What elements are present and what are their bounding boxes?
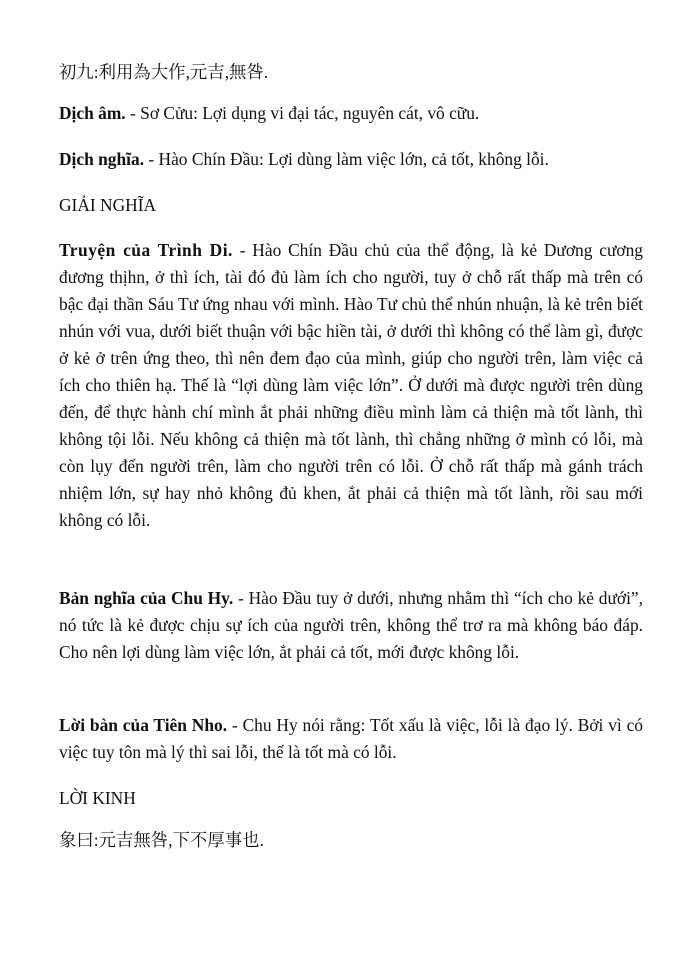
dich-nghia-label: Dịch nghĩa. <box>59 149 145 169</box>
dich-nghia-text: - Hào Chín Đầu: Lợi dùng làm việc lớn, cả tốt, không lỗi. <box>144 149 549 169</box>
giai-nghia-heading: GIẢI NGHĨA <box>59 195 157 215</box>
tien-nho-text: - Chu Hy nói rằng: Tốt xấu là việc, lỗi là đạo lý. Bởi vì có việc tuy tôn mà lý thì sai lỗi, thế là tốt mà có lỗi. <box>59 715 644 762</box>
trinh-di-label: Truyện của Trình Di. <box>59 240 233 260</box>
tien-nho-label: Lời bàn của Tiên Nho. <box>59 715 228 735</box>
chu-hy-paragraph <box>59 585 643 666</box>
tuong-chinese: 象曰:元吉無咎,下不厚事也. <box>59 830 264 850</box>
trinh-di-text: - Hào Chín Đầu chủ của thể động, là kẻ Dương cương đương thịhn, ở thì ích, tài đó đủ làm ích cho người, tuy ở chỗ rất thấp mà trên có bậc đại thần Sáu Tư ứng nhau với mình. Hào Tư chủ thể nhún nhuận, là kẻ trên biết nhún với vua, dưới biết thuận với bậc hiền tài, ở dưới thì không có thể làm gì, được ở kẻ ở trên ứng theo, thì nên đem đạo của mình, giúp cho người trên, làm việc cả ích cho thiên hạ. Thế là “lợi dùng làm việc lớn”. Ở dưới mà được người trên dùng đến, để thực hành chí mình ắt phải những điều mình làm cả thiện mà tốt lành, thì không tội lỗi. Nếu không cả thiện mà tốt lành, thì chẳng những ở mình có lỗi, mà còn lụy đến người trên, làm cho người trên có lỗi. Ở chỗ rất thấp mà gánh trách nhiệm lớn, sự hay nhỏ không đủ khen, ắt phải cả thiện mà tốt lành, rồi sau mới không có lỗi. <box>59 240 643 530</box>
chu-hy-text: - Hào Đầu tuy ở dưới, nhưng nhằm thì “ích cho kẻ dưới”, nó tức là kẻ được chịu sự ích của người trên, không thể trơ ra mà không báo đáp. Cho nên lợi dùng làm việc lớn, ắt phải cả tốt, mới được không lỗi. <box>59 588 643 662</box>
loi-kinh-heading: LỜI KINH <box>59 788 136 808</box>
dich-am-label: Dịch âm. <box>59 103 126 123</box>
dich-am-paragraph <box>59 100 643 127</box>
hexagram-line-chinese: 初九:利用為大作,元吉,無咎. <box>59 62 269 82</box>
trinh-di-paragraph <box>59 237 643 534</box>
chu-hy-label: Bản nghĩa của Chu Hy. <box>59 588 234 608</box>
tien-nho-paragraph <box>59 712 643 766</box>
dich-am-text: - Sơ Cửu: Lợi dụng vi đại tác, nguyên cát, vô cữu. <box>125 103 480 123</box>
dich-nghia-paragraph <box>59 146 643 173</box>
